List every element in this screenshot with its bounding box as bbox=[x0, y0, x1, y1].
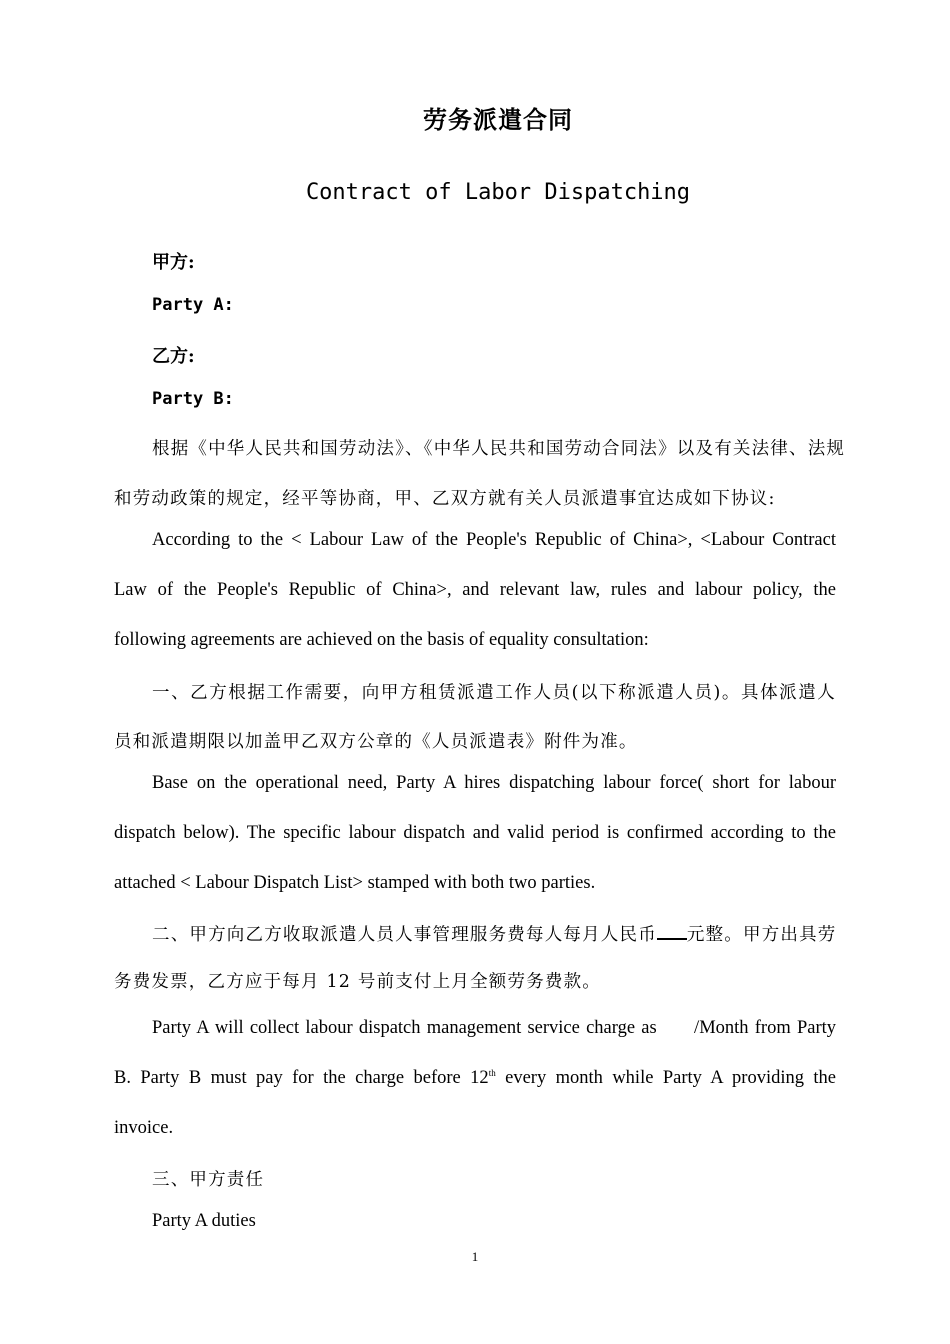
clause-2-chinese-line-2: 务费发票，乙方应于每月 12 号前支付上月全额劳务费款。 bbox=[114, 972, 601, 992]
intro-chinese-line-1: 根据《中华人民共和国劳动法》、《中华人民共和国劳动合同法》以及有关法律、法规 bbox=[152, 439, 846, 459]
party-b-label-chinese: 乙方: bbox=[152, 346, 195, 367]
contract-title-chinese: 劳务派遣合同 bbox=[423, 105, 573, 134]
clause-2-english-line-2-after: every month while Party A providing the bbox=[495, 1068, 837, 1089]
clause-1-english-line-2: dispatch below). The specific labour dispatch and valid period is confirmed according to the bbox=[114, 823, 836, 843]
intro-chinese-line-2: 和劳动政策的规定，经平等协商，甲、乙双方就有关人员派遣事宜达成如下协议: bbox=[114, 489, 776, 509]
party-a-label-english: Party A: bbox=[152, 295, 234, 315]
clause-1-english-line-3: attached < Labour Dispatch List> stamped with both two parties. bbox=[114, 873, 596, 893]
party-a-label-chinese: 甲方: bbox=[152, 252, 195, 273]
contract-title-english: Contract of Labor Dispatching bbox=[305, 180, 691, 205]
clause-1-chinese-line-1: 一、乙方根据工作需要，向甲方租赁派遣工作人员(以下称派遣人员)。具体派遣人 bbox=[152, 683, 836, 703]
clause-1-chinese-line-2: 员和派遣期限以加盖甲乙双方公章的《人员派遣表》附件为准。 bbox=[114, 732, 638, 752]
ordinal-suffix: th bbox=[488, 1068, 496, 1078]
party-b-label-english: Party B: bbox=[152, 389, 234, 409]
clause-2-chinese-line-1-before: 二、甲方向乙方收取派遣人员人事管理服务费每人每月人民币 bbox=[152, 925, 657, 945]
intro-english-line-2: Law of the People's Republic of China>, and relevant law, rules and labour policy, the bbox=[114, 580, 836, 600]
clause-2-chinese-line-1 bbox=[152, 921, 836, 946]
fee-amount-blank bbox=[657, 924, 687, 940]
clause-3-heading-chinese: 三、甲方责任 bbox=[152, 1170, 265, 1190]
intro-english-line-3: following agreements are achieved on the basis of equality consultation: bbox=[114, 630, 649, 650]
clause-2-english-line-2 bbox=[114, 1068, 836, 1089]
clause-3-heading-english: Party A duties bbox=[152, 1211, 256, 1231]
clause-2-english-line-2-before: B. Party B must pay for the charge before 12 bbox=[114, 1068, 489, 1089]
page-number: 1 bbox=[471, 1249, 479, 1264]
clause-2-chinese-line-1-after: 元整。甲方出具劳 bbox=[686, 925, 837, 945]
clause-1-english-line-1: Base on the operational need, Party A hires dispatching labour force( short for labour bbox=[152, 773, 836, 793]
intro-english-line-1: According to the < Labour Law of the People's Republic of China>, <Labour Contract bbox=[152, 530, 836, 550]
clause-2-english-line-3: invoice. bbox=[114, 1118, 174, 1138]
clause-2-english-line-1: Party A will collect labour dispatch management service charge as /Month from Party bbox=[152, 1018, 836, 1038]
